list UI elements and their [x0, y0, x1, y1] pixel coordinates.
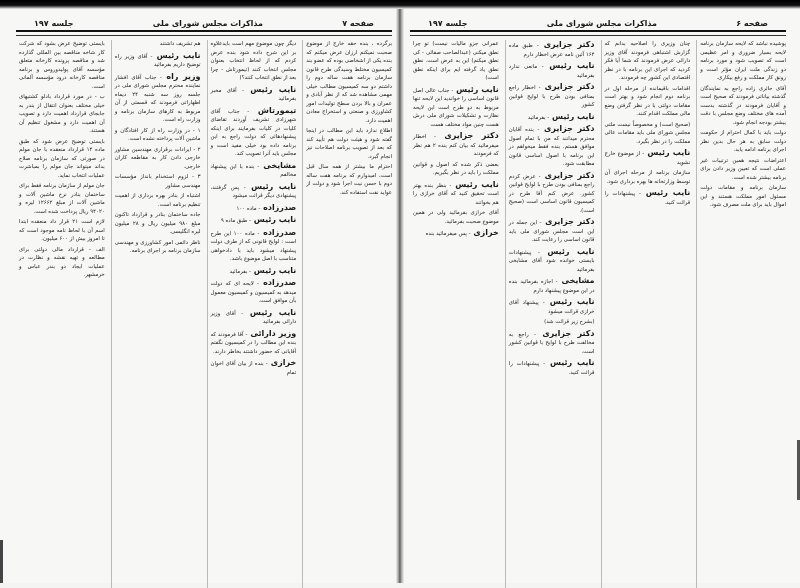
paragraph-text: - جناب آقای شهرزادی تشریف آوردند تقاضای کلیات در کلیات بفرمایند برای اینکه پیشنهادهائی که دولت راجع به این برنامه داده بود خیلی مفید است و مجلس باید آنرا تصویب کند. [210, 108, 297, 157]
paragraph-text: لازم است ۲۱ قرار داد منعقده ابتدا اسم آن با لحاظ نامه موجود است که تا امروز بیش از ۶۰۰ میلیون. [19, 219, 105, 242]
book-gutter [396, 0, 404, 583]
session-number: جلسه ۱۹۷ [428, 19, 468, 28]
paragraph [413, 180, 499, 208]
paragraph-text: - پیشنهادات بایستی خوانده شود آقای مشایخی بفرمائید [508, 249, 595, 273]
speaker-name: دکتر جزایری [541, 217, 595, 226]
speaker-name: نایب رئیس [640, 188, 691, 197]
speaker-name: دکتر جزایری [540, 170, 595, 180]
paragraph-text: ۲ - ایرادات برقراری مهندسین مشاور خارجی دادن کار به مقاطعه کاران خارجی. [114, 146, 201, 170]
running-title: مذاکرات مجلس شورای ملی [152, 19, 263, 28]
paragraph [509, 358, 595, 377]
paragraph-text: - پیشنهاد آقای خرازی قرائت میشود [508, 300, 595, 315]
text-column [505, 40, 595, 588]
paragraph-text: هم تشریف داشتند [159, 41, 201, 47]
paragraph [413, 161, 499, 178]
paragraph [19, 93, 105, 136]
paragraph [211, 85, 297, 104]
paragraph [306, 127, 392, 161]
paragraph [413, 40, 499, 83]
paragraph [115, 127, 201, 144]
paragraph [211, 161, 297, 180]
paragraph [700, 85, 786, 128]
paragraph [509, 297, 595, 316]
paragraph-text: - طبق ماده ۹ [220, 218, 252, 224]
paragraph [211, 215, 297, 226]
speaker-name: دکتر جزایری [538, 40, 595, 49]
text-column [302, 40, 392, 588]
paragraph-text: - لایحه ای که دولت میدهد به کمیسیون و کمیسیون معمول بآن موافق است. [210, 281, 297, 304]
paragraph-text: - جناب عالی اصل قانون اساسی را خواندید این لایحه تنها مربوط به دو طرح است این لایحه نظارت و تشکیلات شورای ملی درش هست چنین مواد مختلف هست [413, 87, 499, 128]
text-column [601, 40, 691, 588]
paragraph [211, 358, 297, 377]
paragraph [605, 169, 691, 186]
speaker-name: صدرزاده [259, 227, 297, 237]
speaker-name: نایب رئیس [243, 84, 297, 94]
speaker-name: نایب رئیس [152, 50, 201, 60]
speaker-name: نایب رئیس [251, 215, 297, 224]
speaker-name: دکتر جزایری [435, 131, 499, 140]
speaker-name: مشایخی [557, 276, 595, 285]
page-edge [0, 540, 3, 583]
paragraph [19, 218, 105, 244]
right-page-header [410, 14, 786, 28]
paragraph-text: - اخطار راجع بمنافی بودن طرح با لوایح قوانین کشور [508, 85, 595, 108]
paragraph [413, 85, 499, 130]
paragraph-text: - پس گرفتند، پیشنهادی دیگر قرائت میشود [210, 184, 297, 199]
paragraph-text: دیگر چون موضوع مهم است بایدعلاوه بر این شرح داده شود بنده عرض کردم که از لحاظ انتخاب بعنوان مجلس انتخاب کنند (تیمورتاش - چرا بعد از نطق انتخاب کنند؟) [210, 41, 297, 81]
paragraph-text: اشتباه از بنادر بهره برداری از اهمیت تنظیم برنامه است. [114, 193, 201, 208]
speaker-name: نایب رئیس [543, 61, 595, 70]
page-number: صفحه ۶ [736, 19, 768, 28]
paragraph-text: - بفرمائید [229, 268, 252, 275]
paragraph-text: (بشرح زیر قرائت شد) [544, 319, 595, 325]
paragraph-text: - پیشنهادات را قرائت کنید. [604, 191, 691, 206]
paragraph [306, 40, 392, 125]
paragraph [509, 61, 595, 80]
speaker-name: نایب رئیس [545, 358, 595, 367]
paragraph-text: - آقای وزیر راه توضیح داریم بفرمائید [114, 53, 201, 68]
speaker-name: خرازی [470, 228, 499, 237]
paragraph [211, 228, 297, 264]
paragraph [19, 246, 105, 280]
paragraph [700, 40, 786, 83]
speaker-name: دکتر جزایری [540, 82, 595, 91]
paragraph [413, 228, 499, 239]
speaker-name: نایب رئیس [251, 265, 297, 275]
paragraph [509, 276, 595, 295]
paragraph [700, 184, 786, 210]
paragraph [605, 40, 691, 83]
paragraph-text: اعتراضات نتیجه همین ترتیبات غیر عملی است که تعیین وزیر دادن برای برنامه بیشتر شده است. [700, 157, 786, 181]
paragraph-text: سازمان برنامه و مقامات دولت مسئول امور مملکت هستند و این اموال باید برای ملت مصرف شود. [700, 185, 786, 208]
paragraph [605, 121, 691, 147]
paragraph-text: - بفرمائید [527, 114, 550, 121]
paragraph-text: - عرض کردم راجع بمنافی بودن طرح با لوایح قوانین کشور. عرض کنم آقا طرح در کمیسیون قانون اساسی است (صحیح است). [508, 173, 595, 214]
paragraph [19, 138, 105, 181]
paragraph-text: - آقا فرمودند که بنده این مطالب را در کمیسیون نگفتم آقایانی که حضور داشتند بخاطر دارند. [210, 331, 297, 355]
paragraph-text: آقای خرازی بفرمائید ولی در همین موضوع صحبت بفرمائید. [413, 210, 499, 225]
header-rule [16, 30, 392, 36]
right-page [400, 0, 800, 583]
paragraph [19, 182, 105, 216]
paragraph [115, 173, 201, 190]
paragraph [211, 40, 297, 83]
paragraph-text: - مانعی ندارد بفرمائید [508, 64, 595, 79]
speaker-name: صدرزاده [258, 278, 297, 287]
paragraph [115, 146, 201, 172]
speaker-name: وزیر راه [161, 71, 201, 81]
paragraph [605, 188, 691, 207]
paragraph-text: بایستی توضیح عرض شود که طبق ماده ۱۴ قرارداد منعقده با جان مولم در صورتی که سازمان برنامه صلاح بداند میتواند جان مولم را بمباشرت عملیات انتخاب نماید. [19, 138, 105, 179]
speaker-name: وزیر دارائی [247, 328, 297, 338]
paragraph-text: (صحیح است) و مخصوصاً نیست ملتی مجلس شورای ملی باید مقامات عالی مملکت را در نظر بگیرد. [604, 121, 691, 145]
paragraph-text: سازمان برنامه از مرحله اجرای آن توسط وزارتخانه ها بهره برداری شود. [604, 170, 691, 185]
paragraph-text: عمرانی جزو مالیات نیست) تو چرا نطق میکنی (عبدالصاحب صفائی - کی نطق میکنم) این به عرض است. نطق نطق یاد گرفته ایم برای اینکه نطق است) [413, 41, 499, 81]
scan-shadow [0, 0, 800, 9]
paragraph [509, 247, 595, 275]
paragraph [115, 192, 201, 209]
paragraph-text: الف - قرارداد مالی دولتی برای مطالعه و تهیه نقشه و نظارت در عملیات ایجاد دو بندر عباس و خرمشهر. [19, 246, 105, 278]
paragraph [509, 82, 595, 110]
speaker-name: نایب رئیس [243, 307, 297, 317]
paragraph-text: - از موضوع خارج نشوید [604, 151, 691, 166]
paragraph-text: آقای حائری زاده راجع به نمایندگان گذشته بیاناتی فرمودند که صحیح است و آقایان فرمودند در گذشته بدست آمده های مختلف وضع مجلس با دقت بیشتر بودجه انجام شود. [700, 85, 786, 126]
paragraph [605, 148, 691, 167]
paragraph-text: - بنده با این پیشنهاد مخالفم [210, 163, 297, 178]
speaker-name: نایب رئیس [245, 181, 297, 191]
paragraph-text: اقدامات باقیمانده از مرحله اول در برنامه دوم انجام شود و بهتر است مقامات دولتی با در نظر گرفتن وضع مالی مملکت اقدام کنند. [604, 85, 691, 117]
paragraph [509, 217, 595, 245]
header-rule [410, 30, 786, 36]
speaker-name: نایب رئیس [453, 84, 499, 94]
speaker-name: نایب رئیس [451, 179, 499, 189]
paragraph [115, 40, 201, 49]
text-column [16, 40, 105, 588]
paragraph [509, 318, 595, 327]
paragraph-text: - راجع به مخالفت طرح با لوایح با قوانین کشور است. [508, 331, 595, 355]
paragraph-text: - طبق ماده ۱۶۴ آئین نامه عرض اخطار دارم [508, 43, 595, 58]
paragraph-text: - آقای وزیر دارائی بفرمائید [210, 310, 297, 325]
paragraph-text: - بنظر بنده بهتر است تحقیق کنید که آقای خرازی را هم بخوانند [413, 182, 499, 206]
paragraph-text: بعضی ذکر شده که اصول و قوانین مملکت را باید در نظر بگیریم. [413, 161, 499, 176]
paragraph [19, 40, 105, 91]
paragraph [211, 329, 297, 357]
paragraph [211, 278, 297, 306]
paragraph [509, 40, 595, 59]
paragraph [700, 157, 786, 183]
running-title: مذاکرات مجلس شورای ملی [546, 19, 657, 28]
paragraph-text: - جناب آقای افشار نماینده محترم مجلس شورای ملی در جلسه روز سه شنبه ۲۴ دیماه اظهاراتی فرمودند که قسمتی از آن مربوط به کارهای سازمان برنامه و وزارت راه است. [114, 74, 201, 123]
paragraph-text: چنان وزیری را اصلاحیه بدانم که گزارش اشتباهی فرمودند آقای وزیر دارائی عرض فرمودند که شما آیا فکر کردید که اجرای این برنامه با در نظر اقتصادی این کشور چه فرمودند. [604, 41, 691, 81]
paragraph [413, 209, 499, 226]
paragraph-text: برگرده ، بنده حقه خارج از موضوع صحبت نمیکنم ارزان عرض میکنم که بنده یکی از اشخاصی بوده که عضو بند کمیسیون مختلط وسیدگی طرح قانون سازمان برنامه هفت ساله دوم را داشتم دو سه کمیسیون مطالب خیلی مهمی مشاهده شد که از نظر آبادی و عمران و بالا بردن سطح تولیدات امور کشاورزی و صنعتی و استخراج معادن اهمیت دارد. [306, 41, 392, 124]
paragraph-text: - ماده ۱۰۰ این طرح است : لوایح قانونی که از طرف دولت پیشنهاد میشود باید با دادخواهی متناسب با اصل موضوع باشد. [210, 230, 297, 262]
paragraph [211, 308, 297, 327]
session-number: جلسه ۱۹۷ [34, 19, 74, 28]
paragraph [115, 239, 201, 256]
speaker-name: دکتر جزایری [535, 328, 595, 338]
paragraph-text: - اجازه بفرمائید بنده در این موضوع پیشنهاد دارم [508, 279, 595, 294]
paragraph [509, 112, 595, 123]
left-page-header [16, 14, 392, 28]
paragraph [306, 163, 392, 197]
paragraph-text: جان مولم از سازمان برنامه فقط برای ساختمان بنادر نرخ ماشین آلات و ماشین آلات از مبلغ ۱۲۶۶۲ لیره و ۹۴۰۲۰ ریال پرداخت شده است. [19, 183, 105, 215]
paragraph [509, 124, 595, 169]
speaker-name: نایب رئیس [644, 148, 691, 157]
paragraph-text: ۱ - در وزارت راه از کار افتادگان و ماشین آلات پرداخته نشده است. [114, 127, 201, 142]
paragraph [115, 72, 201, 125]
text-column [696, 40, 786, 588]
paragraph-text: - پس میفرمائید بنده [425, 231, 471, 237]
paragraph [700, 129, 786, 155]
paragraph [211, 182, 297, 201]
paragraph-text: بایستی توضیح عرض بشود که شرکت کار شاخه مناقصه بین المللی گذارده شد و مناقصه پرونده کارخانه متعلق مؤسسه آقای پولیدوروس و برنامه مناقصه کارخانه درود مؤسسه آلمانی است. [19, 41, 105, 90]
paragraph-text: اطلاع ندارد باید این مطالب در اینجا گفته شود و هیئت دولت هم تأیید کند که بعد از تصویب برنامه اصلاحات نیز انجام گیرد. [306, 128, 392, 160]
left-page-columns [16, 40, 392, 588]
speaker-name: نایب رئیس [549, 111, 595, 121]
paragraph-text: احترام ما بیشتر از همه سال قبل است، امیدوارم که برنامه هفت ساله دوم با حسن نیت اجرا شود و دولت از عواید نفت استفاده کند. [306, 164, 392, 196]
left-page [0, 0, 400, 583]
paragraph [413, 131, 499, 159]
paragraph-text: - پیشنهادات را قرائت کنید. [508, 361, 595, 376]
speaker-name: مشایخی [259, 160, 297, 170]
paragraph-text: - ماده ۱۰۰ [236, 205, 261, 212]
text-column [207, 40, 297, 588]
paragraph [509, 171, 595, 216]
paragraph [115, 51, 201, 70]
paragraph-text: - بنده آقایان محترم میدانند که من با تمام اصول موافق هستم. بنده فقط میخواهم در این برنامه با اصول اساسی قانون مطابقت شود. [508, 127, 595, 167]
paragraph-text: - بنده از بیان آقای اخوان تمام [210, 361, 297, 376]
paragraph-text: - آقای مخبر بفرمائید [210, 87, 297, 102]
paragraph-text: ب - در مورد قرارداد بادلو کشتیهای خیلی مختلف بعنوان انتقال از بندر به جابجای قرارداد اهمیت دارد و تصویب آن اهمیت دارد و مشغول تنظیم آن هستند. [19, 94, 105, 134]
paragraph-text: جاده ساختمان بنادر و قرارداد تاکنون مبلغ ۹۸۰ میلیون ریال و ۲۸ میلیون لیره انگلیسی. [114, 212, 201, 235]
text-column [111, 40, 201, 588]
paragraph-text: پوشیده نباشد که لایحه سازمان برنامه لایحه بسیار ضروری و امر عظیمی است که تصویب شود و مورد برنامه دو زندگی ملت ایران مؤثر است و رونق کار مملکت و رفع بیکاری. [700, 41, 786, 81]
paragraph [211, 106, 297, 159]
page-number: صفحه ۷ [342, 19, 374, 28]
paragraph-text: - اخطار میفرمائید که بیان کنم بنده ۲ هم نظر که فرمودند [413, 134, 499, 157]
paragraph-text: ناظر دائمی امور کشاورزی و مهندسی سازمان برنامه بر اجرای برنامه. [114, 239, 201, 254]
speaker-name: تیمورتاش [249, 105, 297, 115]
paragraph [211, 266, 297, 277]
speaker-name: صدرزاده [260, 202, 297, 212]
paragraph-text: - این جمله در این است مجلس شورای ملی باید قانون اساسی را رعایت کند. [508, 220, 595, 243]
paragraph [605, 85, 691, 119]
speaker-name: خرازی [267, 358, 297, 367]
paragraph [115, 211, 201, 237]
paragraph-text: ۳ - لزوم استخدام بانداز مؤسسات مهندسی مشاور [114, 174, 201, 189]
paragraph [211, 203, 297, 214]
speaker-name: دکتر جزایری [539, 124, 595, 133]
right-page-columns [410, 40, 786, 588]
speaker-name: نایب رئیس [539, 246, 595, 256]
paragraph [509, 329, 595, 357]
paragraph-text: دولت باید با کمال احترام از حکومت دولت سابق به هر حال بدین نظر اجرای برنامه ادامه یابد. [700, 130, 786, 153]
speaker-name: نایب رئیس [544, 297, 595, 306]
text-column [410, 40, 499, 588]
